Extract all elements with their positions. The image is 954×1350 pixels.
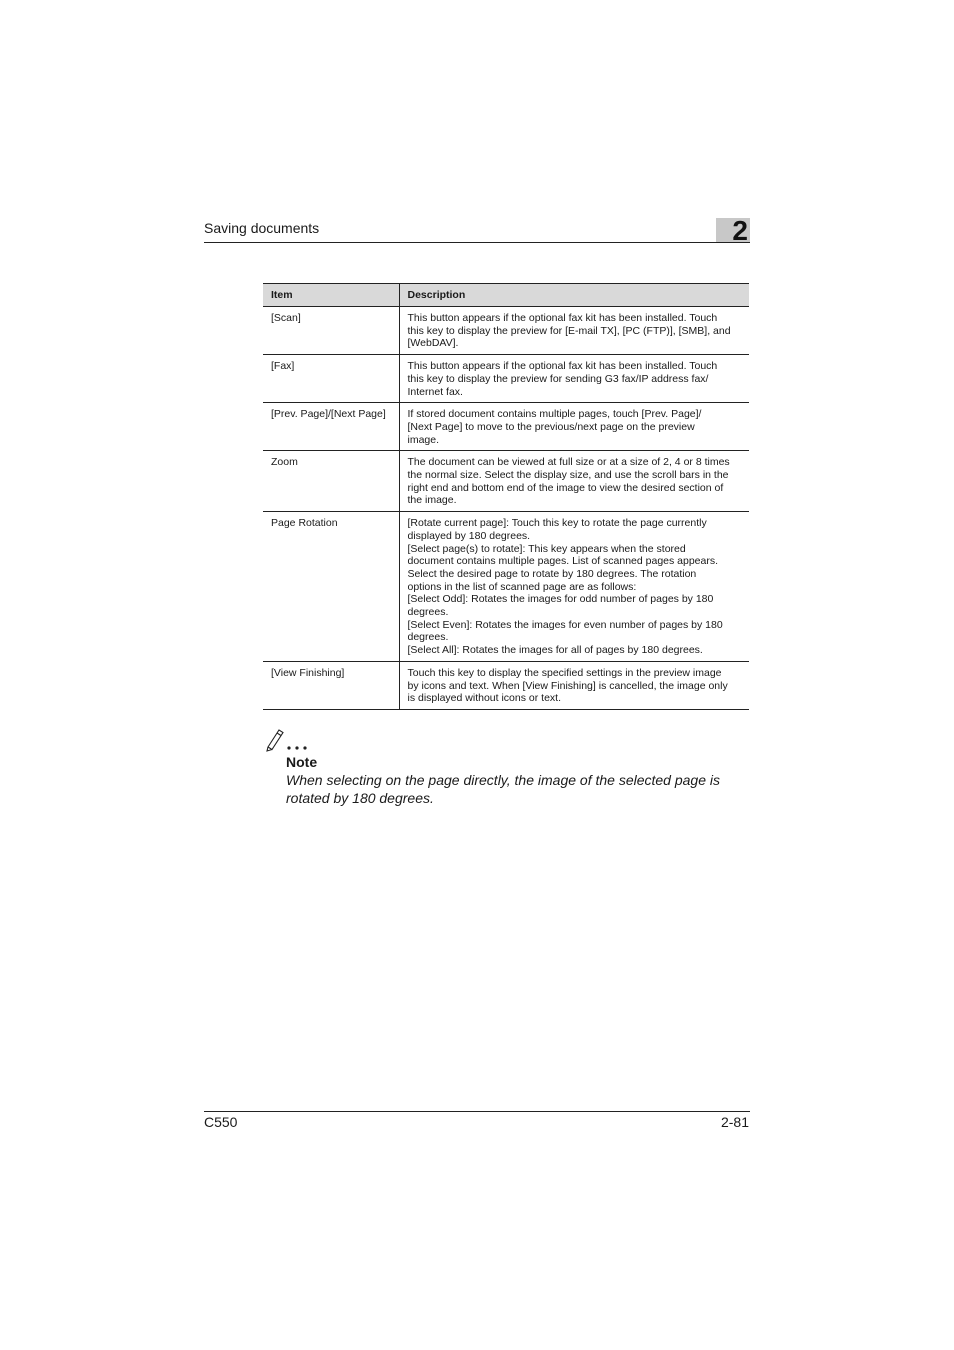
description-line: [Next Page] to move to the previous/next page on the preview — [407, 420, 695, 433]
description-cell — [399, 355, 749, 403]
description-line: This button appears if the optional fax kit has been installed. Touch — [407, 360, 718, 373]
table-header-row — [263, 284, 749, 307]
description-line: degrees. — [407, 631, 449, 644]
footer-divider — [204, 1111, 750, 1112]
header-title: Saving documents — [204, 220, 320, 236]
item-cell: [Fax] — [263, 355, 399, 403]
pencil-note-icon — [264, 726, 314, 752]
table-row — [263, 512, 749, 662]
description-table — [263, 283, 749, 710]
note-text: When selecting on the page directly, the image of the selected page is rotated by 180 degrees. — [286, 772, 721, 806]
description-line: This button appears if the optional fax kit has been installed. Touch — [407, 312, 718, 324]
description-line: Touch this key to display the specified settings in the preview image — [407, 666, 722, 679]
description-cell — [399, 307, 749, 355]
description-line: the normal size. Select the display size, and use the scroll bars in the — [407, 469, 729, 482]
description-line: [Select page(s) to rotate]: This key appears when the stored — [407, 542, 686, 555]
description-line: document contains multiple pages. List of scanned pages appears. — [407, 555, 719, 568]
chapter-number: 2 — [732, 215, 748, 246]
description-line: the image. — [407, 494, 457, 507]
description-line: [WebDAV]. — [407, 337, 459, 350]
note-label: Note — [286, 754, 318, 770]
description-line: image. — [407, 433, 440, 446]
description-line: by icons and text. When [View Finishing] is cancelled, the image only — [407, 679, 728, 692]
description-line: displayed by 180 degrees. — [407, 529, 531, 542]
description-line: Select the desired page to rotate by 180 degrees. The rotation — [407, 567, 697, 580]
table-row — [263, 451, 749, 512]
footer-model: C550 — [204, 1114, 238, 1130]
table-row — [263, 355, 749, 403]
chapter-tab — [716, 215, 750, 246]
description-line: [Select Odd]: Rotates the images for odd number of pages by 180 — [407, 593, 714, 606]
description-line: [Select All]: Rotates the images for all of pages by 180 degrees. — [407, 644, 703, 657]
description-cell — [399, 512, 749, 662]
description-line: The document can be viewed at full size or at a size of 2, 4 or 8 times — [407, 456, 730, 469]
column-header-description: Description — [399, 284, 749, 307]
table-row — [263, 403, 749, 451]
description-line: degrees. — [407, 606, 449, 619]
item-cell: Zoom — [263, 451, 399, 512]
description-line: options in the list of scanned page are as follows: — [407, 580, 637, 593]
item-cell: [View Finishing] — [263, 661, 399, 709]
description-line: right end and bottom end of the image to view the desired section of — [407, 481, 724, 494]
description-line: [Select Even]: Rotates the images for even number of pages by 180 — [407, 618, 723, 631]
description-line: this key to display the preview for [E-mail TX], [PC (FTP)], [SMB], and — [407, 324, 731, 337]
table-body — [263, 307, 749, 710]
item-cell: [Scan] — [263, 307, 399, 355]
description-cell — [399, 403, 749, 451]
item-cell: Page Rotation — [263, 512, 399, 662]
description-cell — [399, 661, 749, 709]
description-line: If stored document contains multiple pages, touch [Prev. Page]/ — [407, 408, 702, 421]
table-row — [263, 307, 749, 355]
description-cell — [399, 451, 749, 512]
table-row — [263, 661, 749, 709]
column-header-item: Item — [263, 284, 399, 307]
item-cell: [Prev. Page]/[Next Page] — [263, 403, 399, 451]
page-number: 2-81 — [720, 1114, 749, 1130]
description-line: this key to display the preview for sending G3 fax/IP address fax/ — [407, 372, 709, 385]
description-line: [Rotate current page]: Touch this key to rotate the page currently — [407, 517, 707, 530]
description-line: Internet fax. — [407, 385, 463, 398]
description-line: is displayed without icons or text. — [407, 692, 561, 705]
header-divider — [204, 242, 750, 243]
